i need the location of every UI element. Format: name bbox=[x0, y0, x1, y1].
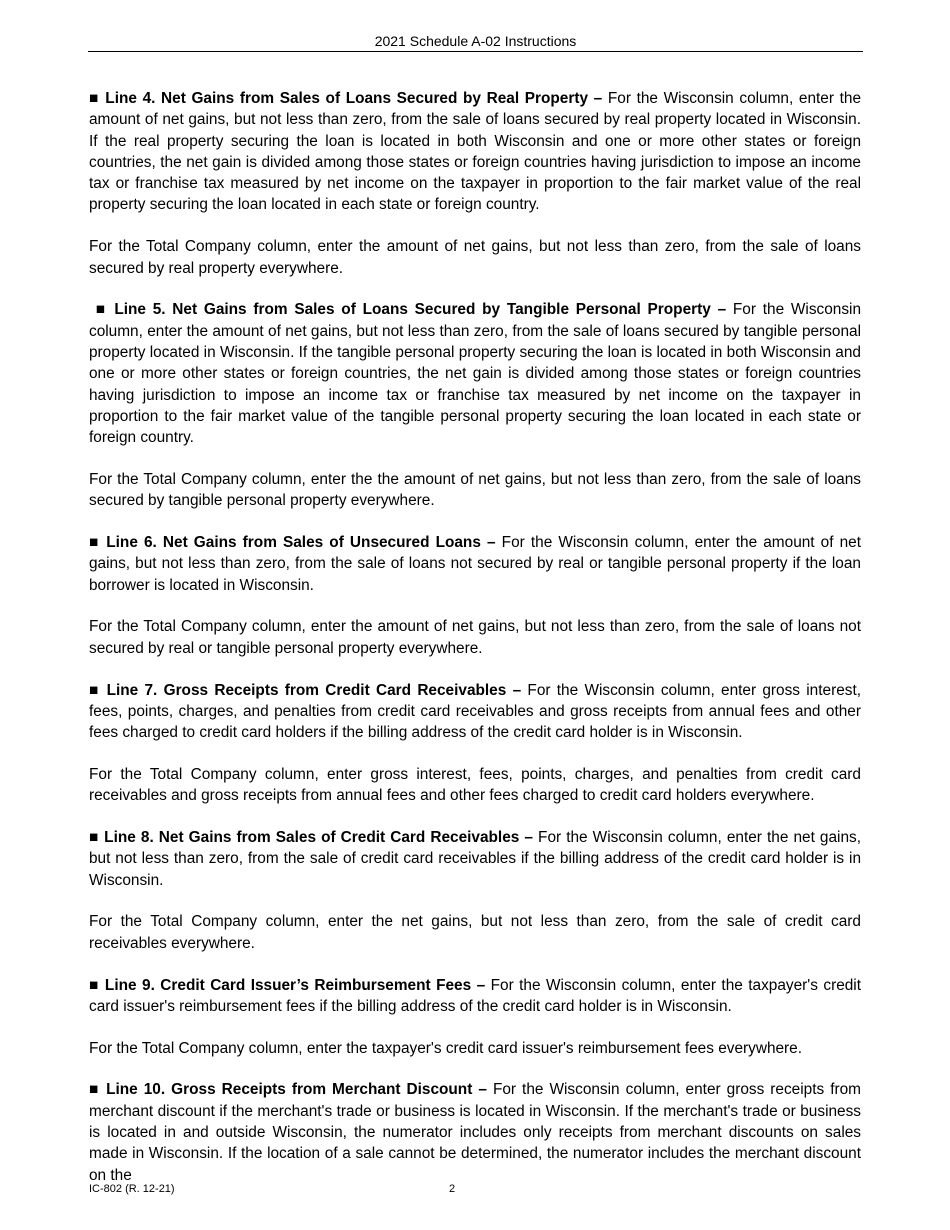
line-9-text: For the Wisconsin column, enter the taxpayer's credit card issuer's reimbursement fees if the billing address of the credit card holder is in Wisconsin. bbox=[89, 976, 862, 1015]
line-5-paragraph bbox=[89, 299, 861, 448]
line-8-total-text: For the Total Company column, enter the net gains, but not less than zero, from the sale of credit card receivables everywhere. bbox=[89, 913, 861, 952]
form-id: IC-802 (R. 12-21) bbox=[89, 1183, 175, 1195]
line-10-text: For the Wisconsin column, enter gross receipts from merchant discount if the merchant's trade or business is located in Wisconsin. If the merchant's trade or business is located in and outside Wisconsin, the numerator includes only receipts from merchant discounts on sales made in Wisconsin. If the location of a sale cannot be determined, the numerator includes the merchant discount on the bbox=[89, 1081, 861, 1184]
line-7-heading: Line 7. Gross Receipts from Credit Card Receivables – bbox=[106, 681, 522, 699]
bullet-icon: ■ bbox=[89, 829, 100, 847]
instructions-body bbox=[89, 88, 861, 1206]
line-4-text: For the Wisconsin column, enter the amount of net gains, but not less than zero, from the sale of loans secured by real property located in Wisconsin. If the real property securing the loan is located in both Wisconsin and one or more other states or foreign countries, the net gain is divided among those states or foreign countries having jurisdiction to impose an income tax or franchise tax measured by net income on the taxpayer in proportion to the fair market value of the real property securing the loan located in each state or foreign country. bbox=[89, 90, 862, 214]
bullet-icon: ■ bbox=[89, 976, 100, 994]
line-7-text: For the Wisconsin column, enter gross interest, fees, points, charges, and penalties from credit card receivables and gross receipts from annual fees and other fees charged to credit card holders if the billing address of the credit card holder is in Wisconsin. bbox=[89, 681, 862, 742]
line-6-total-text: For the Total Company column, enter the amount of net gains, but not less than zero, from the sale of loans not secured by real or tangible personal property everywhere. bbox=[89, 618, 861, 657]
line-5-text: For the Wisconsin column, enter the amount of net gains, but not less than zero, from the sale of loans secured by tangible personal property located in Wisconsin. If the tangible personal property securing the loan is located in both Wisconsin and one or more other states or foreign countries, the net gain is divided among those states or foreign countries having jurisdiction to impose an income tax or franchise tax measured by net income on the taxpayer in proportion to the fair market value of the tangible personal property securing the loan located in each state or foreign country. bbox=[89, 301, 862, 447]
line-9-heading: Line 9. Credit Card Issuer’s Reimbursement Fees – bbox=[104, 976, 486, 994]
line-8-paragraph bbox=[89, 827, 861, 891]
line-8-heading: Line 8. Net Gains from Sales of Credit Card Receivables – bbox=[104, 829, 533, 847]
bullet-icon: ■ bbox=[95, 301, 108, 319]
line-7-paragraph bbox=[89, 680, 861, 744]
bullet-icon: ■ bbox=[89, 534, 101, 552]
line-8-total-paragraph bbox=[89, 911, 861, 954]
line-7-total-paragraph bbox=[89, 764, 861, 807]
line-6-heading: Line 6. Net Gains from Sales of Unsecured Loans – bbox=[106, 534, 496, 552]
bullet-icon: ■ bbox=[89, 90, 100, 107]
header-title: 2021 Schedule A-02 Instructions bbox=[374, 33, 577, 49]
line-9-total-text: For the Total Company column, enter the taxpayer's credit card issuer's reimbursement fees everywhere. bbox=[89, 1039, 803, 1057]
line-8-text: For the Wisconsin column, enter the net gains, but not less than zero, from the sale of credit card receivables if the billing address of the credit card holder is in Wisconsin. bbox=[89, 829, 861, 889]
line-10-heading: Line 10. Gross Receipts from Merchant Discount – bbox=[106, 1081, 487, 1099]
page-number: 2 bbox=[449, 1183, 456, 1195]
line-4-heading: Line 4. Net Gains from Sales of Loans Secured by Real Property – bbox=[105, 90, 603, 107]
page-header bbox=[88, 32, 863, 52]
line-7-total-text: For the Total Company column, enter gross interest, fees, points, charges, and penalties from credit card receivables and gross receipts from annual fees and other fees charged to credit card holders everywhere. bbox=[89, 765, 861, 805]
line-6-total-paragraph bbox=[89, 616, 861, 659]
line-5-total-text: For the Total Company column, enter the the amount of net gains, but not less than zero, from the sale of loans secured by tangible personal property everywhere. bbox=[89, 470, 861, 510]
line-9-paragraph bbox=[89, 975, 861, 1018]
line-6-text: For the Wisconsin column, enter the amount of net gains, but not less than zero, from the sale of loans not secured by real or tangible personal property if the loan borrower is located in Wisconsin. bbox=[89, 534, 862, 594]
line-4-total-text: For the Total Company column, enter the amount of net gains, but not less than zero, from the sale of loans secured by real property everywhere. bbox=[89, 238, 861, 277]
bullet-icon: ■ bbox=[89, 681, 101, 699]
line-6-paragraph bbox=[89, 532, 861, 596]
line-5-heading: Line 5. Net Gains from Sales of Loans Secured by Tangible Personal Property – bbox=[114, 301, 727, 319]
bullet-icon: ■ bbox=[89, 1081, 101, 1099]
line-10-paragraph bbox=[89, 1079, 861, 1185]
line-4-total-paragraph bbox=[89, 236, 861, 279]
line-5-total-paragraph bbox=[89, 469, 861, 512]
line-4-paragraph bbox=[89, 88, 861, 216]
line-9-total-paragraph bbox=[89, 1038, 861, 1059]
